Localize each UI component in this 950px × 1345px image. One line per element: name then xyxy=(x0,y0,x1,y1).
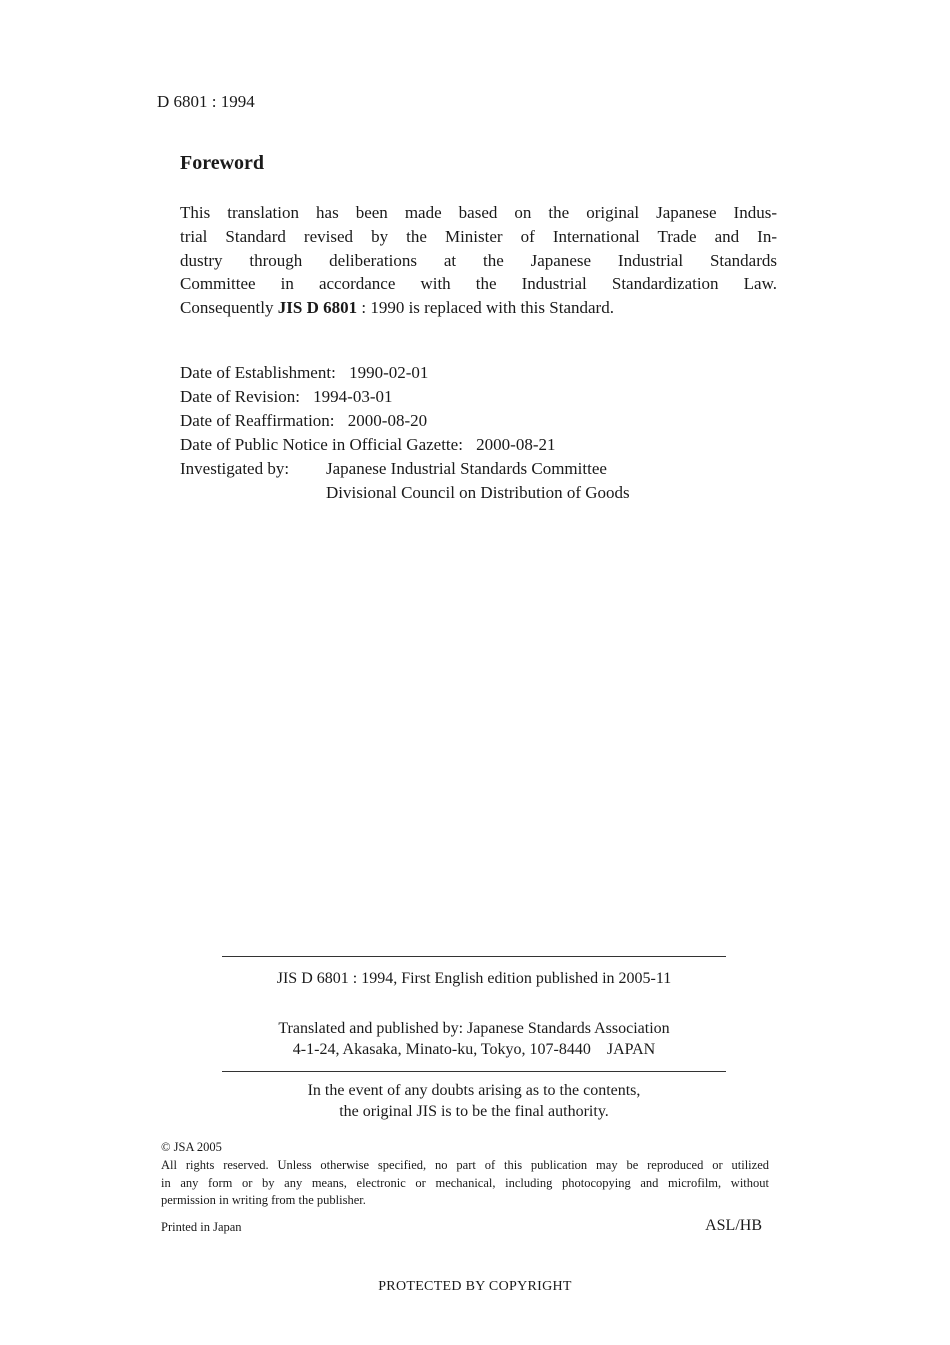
establishment-value: 1990-02-01 xyxy=(349,363,429,382)
public-notice-label: Date of Public Notice in Official Gazette: xyxy=(180,435,463,454)
foreword-body xyxy=(180,201,777,320)
foreword-line: trial Standard revised by the Minister of International Trade and In- xyxy=(180,226,777,246)
reaffirmation-date-row xyxy=(180,409,427,433)
establishment-label: Date of Establishment: xyxy=(180,363,336,382)
replaced-standard: JIS D 6801 xyxy=(277,298,358,318)
establishment-date-row xyxy=(180,361,428,385)
replaced-tail: : 1990 is replaced with this Standard. xyxy=(357,298,614,318)
rights-line: in any form or by any means, electronic or mechanical, including photocopying and microfilm, without xyxy=(161,1175,769,1190)
printed-in: Printed in Japan xyxy=(161,1220,242,1234)
publisher-address: 4-1-24, Akasaka, Minato-ku, Tokyo, 107-8440 JAPAN xyxy=(292,1041,656,1058)
rights-line: All rights reserved. Unless otherwise specified, no part of this publication may be reproduced or utilized xyxy=(161,1158,769,1172)
investigated-council: Divisional Council on Distribution of Goods xyxy=(326,483,630,502)
foreword-line: This translation has been made based on the original Japanese Indus- xyxy=(180,203,777,222)
investigated-committee: Japanese Industrial Standards Committee xyxy=(326,459,607,478)
top-divider xyxy=(222,956,726,957)
rights-notice xyxy=(161,1157,769,1210)
foreword-title: Foreword xyxy=(180,152,265,174)
revision-value: 1994-03-01 xyxy=(313,387,393,406)
copyright-notice: © JSA 2005 xyxy=(161,1140,222,1154)
reaffirmation-value: 2000-08-20 xyxy=(347,411,428,430)
authority-line-2: the original JIS is to be the final authority. xyxy=(339,1103,609,1120)
authority-line-1: In the event of any doubts arising as to the contents, xyxy=(307,1082,641,1099)
public-notice-value: 2000-08-21 xyxy=(476,435,556,454)
investigated-by-row xyxy=(180,457,289,481)
foreword-line: Committee in accordance with the Industrial Standardization Law. xyxy=(180,274,777,294)
revision-date-row xyxy=(180,385,393,409)
edition-line: JIS D 6801 : 1994, First English edition published in 2005-11 xyxy=(276,970,672,987)
foreword-line xyxy=(180,296,777,320)
rights-line: permission in writing from the publisher. xyxy=(161,1193,366,1207)
investigated-label: Investigated by: xyxy=(180,459,290,478)
foreword-line: dustry through deliberations at the Japanese Industrial Standards xyxy=(180,250,777,270)
publisher-code: ASL/HB xyxy=(705,1217,762,1234)
protected-by-copyright: PROTECTED BY COPYRIGHT xyxy=(378,1279,572,1294)
public-notice-date-row xyxy=(180,433,556,457)
revision-label: Date of Revision: xyxy=(180,387,300,406)
middle-divider xyxy=(222,1071,726,1072)
document-code: D 6801 : 1994 xyxy=(157,92,255,111)
reaffirmation-label: Date of Reaffirmation: xyxy=(180,411,335,430)
foreword-consequently: Consequently xyxy=(180,298,274,318)
publisher-line: Translated and published by: Japanese Standards Association xyxy=(278,1020,670,1037)
